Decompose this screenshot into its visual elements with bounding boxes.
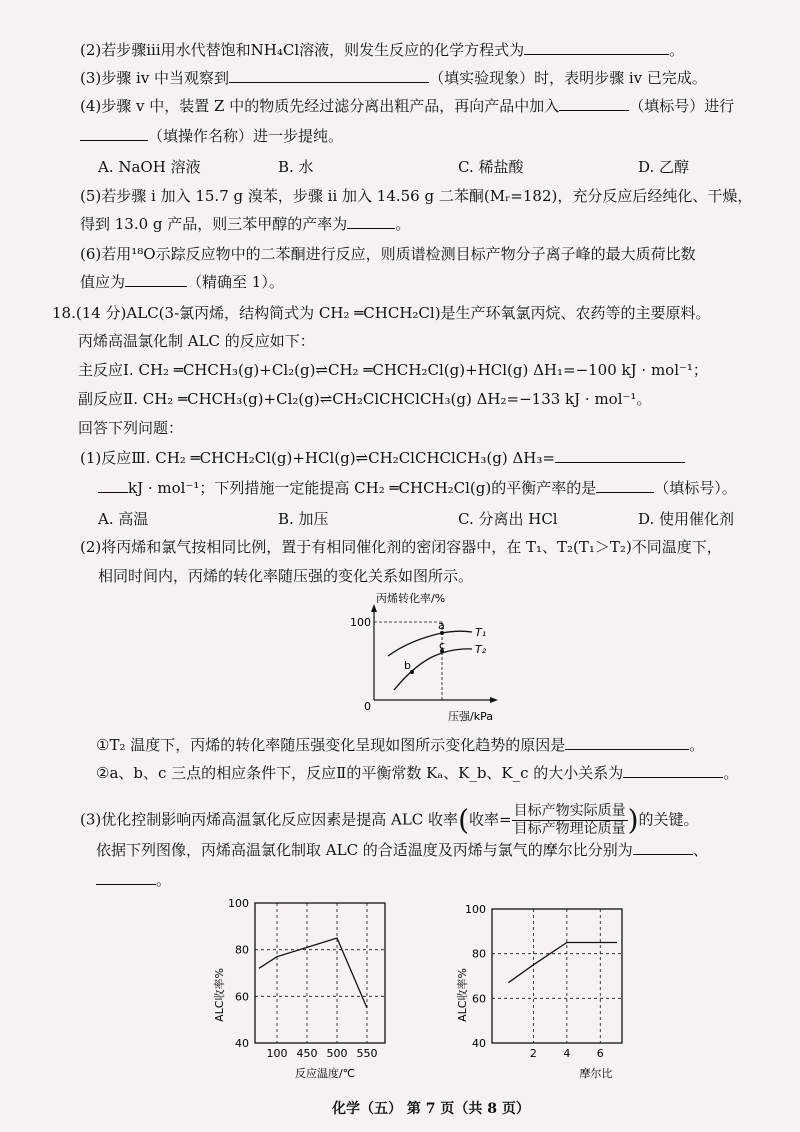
chart1-series-line <box>259 938 367 1008</box>
answer-prompt: 回答下列问题： <box>78 419 184 437</box>
page-footer: 化学（五） 第 7 页（共 8 页） <box>332 1101 530 1117</box>
p1-text-c: （填标号）。 <box>654 479 737 497</box>
q5-line-2: 得到 13.0 g 产品，则三苯甲醇的产率为 。 <box>80 215 411 233</box>
q3-text-b: （填实验现象）时，表明步骤 iv 已完成。 <box>429 69 707 87</box>
fig1-ylabel: 丙烯转化率/% <box>376 592 446 605</box>
p2-q1-text: ①T₂ 温度下，丙烯的转化率随压强变化呈现如图所示变化趋势的原因是 <box>96 736 566 754</box>
p1-option-d: D. 使用催化剂 <box>638 510 735 528</box>
temperature-yield-chart <box>205 895 405 1085</box>
q3-line <box>80 68 707 88</box>
answer-blank[interactable] <box>623 763 723 778</box>
q18-line-2: 丙烯高温氯化制 ALC 的反应如下： <box>78 332 315 350</box>
fig1-label-b: b <box>404 659 411 672</box>
p3-paren-close: ) <box>627 803 639 837</box>
q4-line <box>80 96 734 116</box>
answer-blank[interactable] <box>559 96 629 111</box>
q4-option-b: B. 水 <box>278 158 314 176</box>
answer-blank[interactable] <box>347 214 395 229</box>
q4-text-b: （填标号）进行 <box>629 97 735 115</box>
c1-ytick-label: 60 <box>235 990 249 1004</box>
q6-text-b: 值应为 <box>80 273 126 291</box>
molar-ratio-yield-chart <box>448 895 638 1085</box>
c2-ytick-label: 100 <box>465 903 486 916</box>
c1-xtick-label: 500 <box>326 1047 348 1060</box>
chart1-ylabel: ALC收率% <box>213 968 226 1022</box>
p1-option-c: C. 分离出 HCl <box>458 510 558 528</box>
q4-line-2 <box>80 126 343 146</box>
p3-text-b: 的关键。 <box>638 810 699 829</box>
p1-option-b: B. 加压 <box>278 510 329 528</box>
c1-xtick-label: 550 <box>356 1047 378 1060</box>
p2-q2-line: ②a、b、c 三点的相应条件下，反应Ⅱ的平衡常数 Kₐ、K_b、K_c 的大小关系为 。 <box>96 764 739 782</box>
p3-sep: 、 <box>692 841 708 859</box>
p3-ratio: 收率= <box>469 810 512 829</box>
q5-text-b: 得到 13.0 g 产品，则三苯甲醇的产率为 <box>80 215 348 233</box>
p3-paren-open: ( <box>458 803 469 837</box>
fig1-label-c: c <box>439 639 446 652</box>
q6-text-c: （精确至 1）。 <box>187 273 284 291</box>
reaction-2: 副反应Ⅱ. CH₂ ═CHCH₃(g)+Cl₂(g)⇌CH₂ClCHClCH₃(g) ΔH₂=−133 kJ · mol⁻¹。 <box>78 390 652 408</box>
q18-line: 18.(14 分)ALC(3-氯丙烯，结构简式为 CH₂ ═CHCH₂Cl)是生产环氧氯丙烷、农药等的主要原料。 <box>52 304 711 322</box>
answer-blank[interactable] <box>524 40 669 55</box>
q4-option-c: C. 稀盐酸 <box>458 158 524 176</box>
reaction-1: 主反应Ⅰ. CH₂ ═CHCH₃(g)+Cl₂(g)⇌CH₂ ═CHCH₂Cl(g)+HCl(g) ΔH₁=−100 kJ · mol⁻¹； <box>78 361 708 379</box>
fig1-label-t2: T₂ <box>475 643 487 656</box>
q3-text-a: (3)步骤 iv 中当观察到 <box>80 69 230 87</box>
fig1-xlabel: 压强/kPa <box>448 710 493 723</box>
fig1-x-arrow <box>490 697 498 703</box>
p3-text-a: (3)优化控制影响丙烯高温氯化反应因素是提高 ALC 收率 <box>80 810 459 829</box>
q2-line: (2)若步骤iii用水代替饱和NH₄Cl溶液，则发生反应的化学方程式为 。 <box>80 41 685 59</box>
answer-blank[interactable] <box>555 448 685 463</box>
fig1-y-arrow <box>371 604 377 612</box>
answer-blank[interactable] <box>565 735 689 750</box>
chart2-frame <box>492 909 622 1043</box>
p3-line-3: 。 <box>96 870 171 890</box>
chart2-ylabel: ALC收率% <box>456 968 469 1022</box>
answer-blank[interactable] <box>125 272 187 287</box>
chart2-series-line <box>508 943 617 983</box>
c1-xtick-label: 450 <box>296 1047 318 1060</box>
p1-line <box>80 448 685 468</box>
p2-q1-line: ①T₂ 温度下，丙烯的转化率随压强变化呈现如图所示变化趋势的原因是 。 <box>96 736 705 754</box>
fig1-curve-t1 <box>388 631 472 656</box>
c1-ytick-label: 40 <box>235 1037 249 1050</box>
answer-blank[interactable] <box>633 840 693 855</box>
yield-fraction <box>512 803 628 838</box>
conversion-figure <box>330 588 530 730</box>
c2-ytick-label: 40 <box>472 1037 486 1050</box>
p1-option-a: A. 高温 <box>98 510 149 528</box>
chart1-frame <box>255 903 385 1043</box>
q4-text-a: (4)步骤 v 中，装置 Z 中的物质先经过滤分离出粗产品，再向产品中加入 <box>80 97 560 115</box>
p2-line: (2)将丙烯和氯气按相同比例，置于有相同催化剂的密闭容器中，在 T₁、T₂(T₁＞T₂)不同温度下， <box>80 538 722 556</box>
answer-blank[interactable] <box>96 870 156 885</box>
fig1-label-a: a <box>438 619 445 632</box>
p1-text-b: kJ · mol⁻¹；下列措施一定能提高 CH₂ ═CHCH₂Cl(g)的平衡产率的是 <box>128 479 597 497</box>
fig1-label-t1: T₁ <box>475 626 487 639</box>
p2-q2-text: ②a、b、c 三点的相应条件下，反应Ⅱ的平衡常数 Kₐ、K_b、K_c 的大小关系为 <box>96 764 624 782</box>
c1-ytick-label: 80 <box>235 943 249 957</box>
q6-line: (6)若用¹⁸O示踪反应物中的二苯酮进行反应，则质谱检测目标产物分子离子峰的最大质荷比数 <box>80 245 696 263</box>
q5-line: (5)若步骤 i 加入 15.7 g 溴苯，步骤 ii 加入 14.56 g 二苯酮(Mᵣ=182)，充分反应后经纯化、干燥， <box>80 187 753 205</box>
fig1-y100: 100 <box>350 616 371 629</box>
q4-option-a: A. NaOH 溶液 <box>98 158 201 176</box>
c2-xtick-label: 4 <box>563 1047 571 1060</box>
q6-line-2 <box>80 272 284 292</box>
p1-text-a: (1)反应Ⅲ. CH₂ ═CHCH₂Cl(g)+HCl(g)⇌CH₂ClCHClCH₃(g) ΔH₃= <box>80 449 555 467</box>
answer-blank[interactable] <box>80 126 148 141</box>
chart2-xlabel: 摩尔比 <box>579 1067 613 1080</box>
fig1-origin: 0 <box>364 700 371 713</box>
p3-text-c: 依据下列图像，丙烯高温氯化制取 ALC 的合适温度及丙烯与氯气的摩尔比分别为 <box>96 841 633 859</box>
q4-text-c: （填操作名称）进一步提纯。 <box>148 127 344 145</box>
c1-xtick-label: 100 <box>266 1047 288 1060</box>
fraction-numerator: 目标产物实际质量 <box>513 803 626 819</box>
p3-line-2 <box>96 840 708 860</box>
p1-line-2 <box>98 478 737 498</box>
c2-ytick-label: 80 <box>472 947 486 961</box>
answer-blank[interactable] <box>596 478 654 493</box>
p3-line <box>80 803 699 838</box>
p2-line-2: 相同时间内，丙烯的转化率随压强的变化关系如图所示。 <box>98 567 474 585</box>
c2-ytick-label: 60 <box>472 992 486 1006</box>
answer-blank[interactable] <box>98 478 128 493</box>
q4-option-d: D. 乙醇 <box>638 158 690 176</box>
c2-xtick-label: 2 <box>529 1047 537 1060</box>
c1-ytick-label: 100 <box>228 897 249 910</box>
chart1-xlabel: 反应温度/℃ <box>294 1067 356 1080</box>
c2-xtick-label: 6 <box>596 1047 604 1060</box>
answer-blank[interactable] <box>229 68 429 83</box>
fraction-denominator: 目标产物理论质量 <box>513 821 626 837</box>
q2-text: (2)若步骤iii用水代替饱和NH₄Cl溶液，则发生反应的化学方程式为 <box>80 41 525 59</box>
